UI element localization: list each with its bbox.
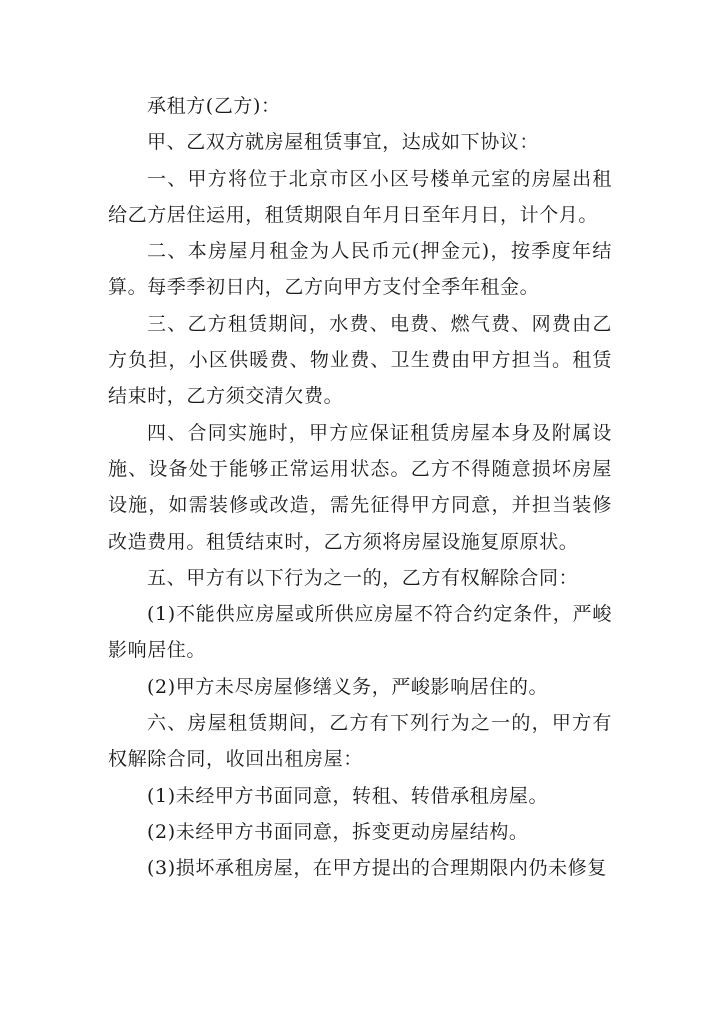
paragraph-clause-6-item-2: (2)未经甲方书面同意，拆变更动房屋结构。	[147, 820, 529, 843]
paragraph-clause-5-item-1: (1)不能供应房屋或所供应房屋不符合约定条件，严峻影响居住。	[108, 603, 612, 662]
paragraph-clause-5: 五、甲方有以下行为之一的，乙方有权解除合同：	[147, 566, 579, 589]
paragraph-clause-2: 二、本房屋月租金为人民币元(押金元)，按季度年结算。每季季初日内，乙方向甲方支付全季年租金。	[108, 240, 612, 299]
paragraph-clause-5-item-2: (2)甲方未尽房屋修缮义务，严峻影响居住的。	[147, 675, 549, 698]
paragraph-clause-6: 六、房屋租赁期间，乙方有下列行为之一的，甲方有权解除合同，收回出租房屋：	[108, 712, 612, 771]
paragraph-clause-1: 一、甲方将位于北京市区小区号楼单元室的房屋出租给乙方居住运用，租赁期限自年月日至年月日，计个月。	[108, 167, 612, 226]
paragraph-agreement-intro: 甲、乙双方就房屋租赁事宜，达成如下协议：	[147, 131, 540, 154]
document-body	[108, 88, 612, 887]
paragraph-clause-3: 三、乙方租赁期间，水费、电费、燃气费、网费由乙方负担，小区供暖费、物业费、卫生费由甲方担当。租赁结束时，乙方须交清欠费。	[108, 312, 612, 408]
paragraph-lessee: 承租方(乙方)：	[147, 95, 281, 117]
paragraph-clause-4: 四、合同实施时，甲方应保证租赁房屋本身及附属设施、设备处于能够正常运用状态。乙方不得随意损坏房屋设施，如需装修或改造，需先征得甲方同意，并担当装修改造费用。租赁结束时，乙方须将房屋设施复原原状。	[108, 421, 612, 553]
paragraph-clause-6-item-3: (3)损坏承租房屋，在甲方提出的合理期限内仍未修复	[147, 857, 607, 880]
paragraph-clause-6-item-1: (1)未经甲方书面同意，转租、转借承租房屋。	[147, 784, 549, 807]
